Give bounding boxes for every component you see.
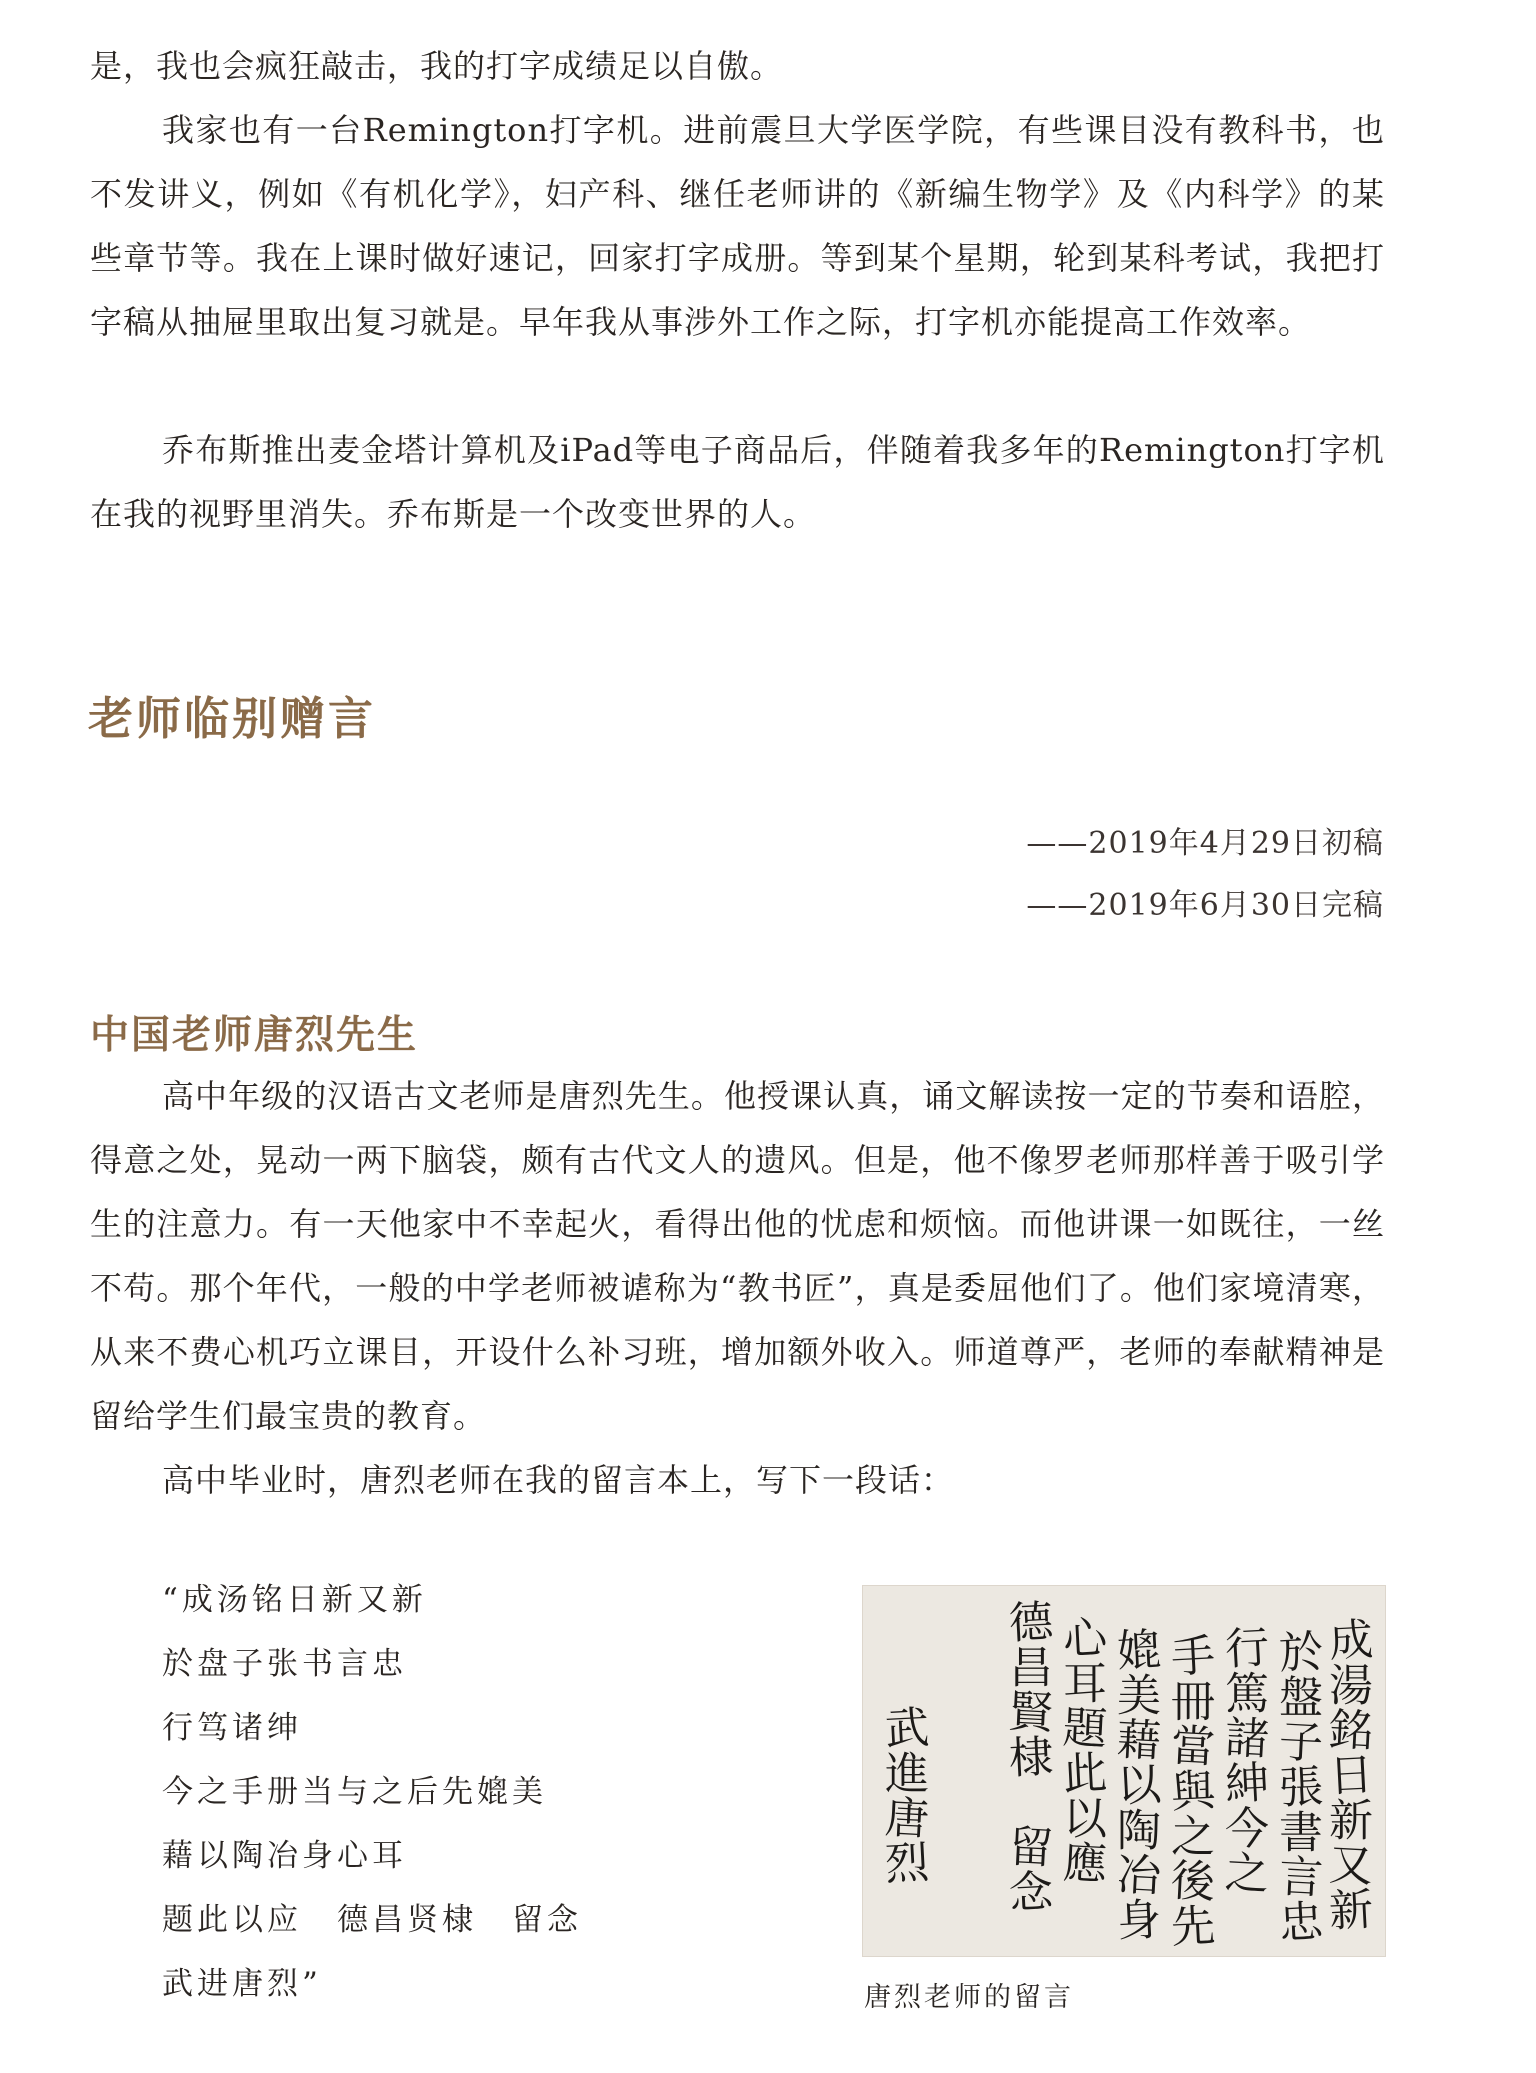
calligraphy-glyph: 紳: [1223, 1757, 1271, 1811]
date-final-draft: ——2019年6月30日完稿: [1026, 888, 1384, 923]
calligraphy-glyph: 成: [1327, 1614, 1375, 1668]
paragraph-typewriter: 我家也有一台Remington打字机。进前震旦大学医学院，有些课目没有教科书，也不发讲义，例如《有机化学》，妇产科、继任老师讲的《新编生物学》及《内科学》的某些章节等。我在上课时做好速记，回家打字成册。等到某个星期，轮到某科考试，我把打字稿从抽屉里取出复习就是。早年我从事涉外工作之际，打字机亦能提高工作效率。: [90, 111, 1385, 341]
calligraphy-glyph: 題: [1061, 1702, 1109, 1756]
calligraphy-glyph: 今: [1225, 1803, 1269, 1855]
calligraphy-glyph: 言: [1277, 1851, 1325, 1905]
calligraphy-glyph: 篤: [1225, 1668, 1269, 1720]
calligraphy-glyph: 藉: [1115, 1714, 1163, 1768]
calligraphy-glyph: 身: [1115, 1894, 1163, 1948]
calligraphy-glyph: 以: [1115, 1759, 1163, 1813]
inscription-transcription: [162, 1568, 582, 2016]
calligraphy-glyph: 進: [885, 1748, 929, 1800]
calligraphy-glyph: 武: [883, 1702, 931, 1756]
calligraphy-glyph: 又: [1327, 1839, 1375, 1893]
calligraphy-drawing: [863, 1586, 1385, 1956]
calligraphy-glyph: 後: [1169, 1855, 1217, 1909]
calligraphy-glyph: 書: [1279, 1807, 1323, 1859]
calligraphy-glyph: 昌: [1009, 1642, 1053, 1694]
calligraphy-glyph: 美: [1117, 1670, 1161, 1722]
calligraphy-glyph: 於: [1277, 1626, 1325, 1680]
paragraph-continuation: 是，我也会疯狂敲击，我的打字成绩足以自傲。: [90, 47, 784, 85]
calligraphy-glyph: 手: [1169, 1630, 1217, 1684]
calligraphy-glyph: 棣: [1007, 1731, 1055, 1785]
calligraphy-glyph: 行: [1223, 1622, 1271, 1676]
inscription-line: 藉以陶冶身心耳: [162, 1838, 407, 1874]
calligraphy-glyph: 與: [1169, 1765, 1217, 1819]
calligraphy-glyph: 盤: [1279, 1672, 1323, 1724]
calligraphy-glyph: 耳: [1063, 1658, 1107, 1710]
calligraphy-glyph: 陶: [1117, 1805, 1161, 1857]
inscription-line: “成汤铭日新又新: [162, 1582, 427, 1618]
calligraphy-glyph: 應: [1061, 1837, 1109, 1891]
paragraph-jobs: 乔布斯推出麦金塔计算机及iPad等电子商品后，伴随着我多年的Remington打字机在我的视野里消失。乔布斯是一个改变世界的人。: [90, 431, 1385, 533]
calligraphy-glyph: 諸: [1223, 1712, 1271, 1766]
calligraphy-glyph: 銘: [1327, 1704, 1375, 1758]
calligraphy-glyph: 烈: [883, 1837, 931, 1891]
calligraphy-glyph: 媲: [1115, 1624, 1163, 1678]
date-first-draft: ——2019年4月29日初稿: [1026, 826, 1384, 861]
image-caption: 唐烈老师的留言: [864, 1982, 1074, 2013]
calligraphy-glyph: 念: [1007, 1866, 1055, 1920]
calligraphy-glyph: 之: [1171, 1811, 1215, 1863]
inscription-line: 武进唐烈”: [162, 1966, 322, 2002]
calligraphy-glyph: 德: [1007, 1596, 1055, 1650]
inscription-line: 行笃诸绅: [162, 1710, 302, 1746]
calligraphy-glyph: 子: [1277, 1716, 1325, 1770]
calligraphy-glyph: 之: [1223, 1847, 1271, 1901]
calligraphy-glyph: 唐: [883, 1792, 931, 1846]
section-title: 老师临别赠言: [88, 692, 377, 745]
calligraphy-glyph: 當: [1169, 1720, 1217, 1774]
calligraphy-glyph: 以: [1063, 1793, 1107, 1845]
calligraphy-glyph: 忠: [1277, 1896, 1325, 1950]
calligraphy-glyph: 張: [1277, 1761, 1325, 1815]
paragraph-teacher-tang: 高中年级的汉语古文老师是唐烈先生。他授课认真，诵文解读按一定的节奏和语腔，得意之处，晃动一两下脑袋，颇有古代文人的遗风。但是，他不像罗老师那样善于吸引学生的注意力。有一天他家中不幸起火，看得出他的忧虑和烦恼。而他讲课一如既往，一丝不苟。那个年代，一般的中学老师被谑称为“教书匠”，真是委屈他们了。他们家境清寒，从来不费心机巧立课目，开设什么补习班，增加额外收入。师道尊严，老师的奉献精神是留给学生们最宝贵的教育。: [90, 1077, 1385, 1435]
calligraphy-glyph: 賢: [1007, 1686, 1055, 1740]
calligraphy-glyph: 此: [1061, 1747, 1109, 1801]
calligraphy-glyph: 湯: [1329, 1660, 1373, 1712]
inscription-line: 今之手册当与之后先媲美: [162, 1774, 547, 1810]
calligraphy-glyph: 冊: [1171, 1676, 1215, 1728]
calligraphy-glyph: 先: [1169, 1900, 1217, 1954]
calligraphy-image: [862, 1585, 1386, 1957]
calligraphy-glyph: 冶: [1115, 1849, 1163, 1903]
subsection-title: 中国老师唐烈先生: [90, 1012, 419, 1058]
calligraphy-glyph: 日: [1327, 1749, 1375, 1803]
calligraphy-glyph: 留: [1007, 1821, 1055, 1875]
paragraph-graduation: 高中毕业时，唐烈老师在我的留言本上，写下一段话：: [162, 1461, 955, 1499]
calligraphy-glyph: 新: [1329, 1795, 1373, 1847]
inscription-line: 题此以应 德昌贤棣 留念: [162, 1902, 582, 1938]
inscription-line: 於盘子张书言忠: [162, 1646, 407, 1682]
calligraphy-glyph: 新: [1327, 1884, 1375, 1938]
calligraphy-glyph: 心: [1061, 1612, 1109, 1666]
